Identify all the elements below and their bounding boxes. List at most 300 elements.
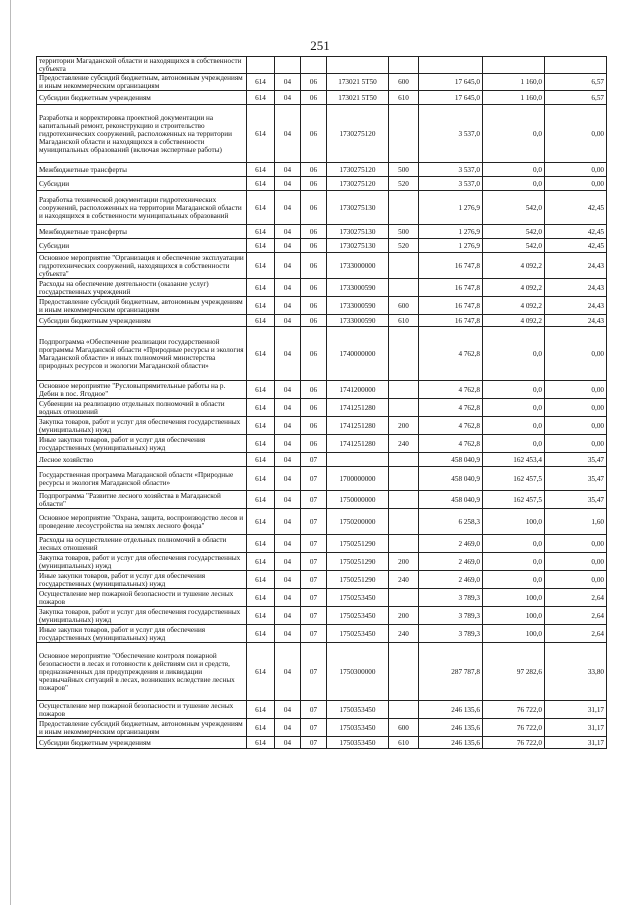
cell-pct: 42,45 [545,191,607,225]
cell-r: 04 [275,177,301,191]
cell-r: 04 [275,643,301,701]
cell-g: 614 [247,643,275,701]
cell-g: 614 [247,467,275,491]
table-row [37,163,607,177]
cell-g: 614 [247,91,275,105]
cell-cs: 1750300000 [327,643,389,701]
cell-pct: 0,00 [545,177,607,191]
cell-exec: 0,0 [483,553,545,571]
cell-vr [389,57,419,74]
cell-exec: 97 282,6 [483,643,545,701]
cell-exec: 100,0 [483,607,545,625]
cell-exec: 4 092,2 [483,279,545,297]
cell-sum: 3 789,3 [419,625,483,643]
cell-name: Предоставление субсидий бюджетным, автономным учреждениям и иным некоммерческим организациям [37,719,247,737]
cell-vr: 610 [389,91,419,105]
cell-pct: 42,45 [545,225,607,239]
cell-vr [389,643,419,701]
cell-exec: 4 092,2 [483,253,545,279]
cell-sum: 16 747,8 [419,253,483,279]
cell-r: 04 [275,453,301,467]
table-row [37,509,607,535]
cell-sum: 4 762,8 [419,417,483,435]
cell-name: Субвенции на реализацию отдельных полномочий в области водных отношений [37,399,247,417]
table-row [37,279,607,297]
cell-p: 06 [301,417,327,435]
cell-pct: 35,47 [545,491,607,509]
cell-sum: 4 762,8 [419,381,483,399]
cell-exec: 100,0 [483,625,545,643]
cell-r: 04 [275,74,301,91]
cell-r: 04 [275,239,301,253]
table-row [37,417,607,435]
cell-g: 614 [247,417,275,435]
cell-p: 06 [301,327,327,381]
cell-p: 07 [301,509,327,535]
cell-sum: 17 645,0 [419,91,483,105]
cell-g: 614 [247,435,275,453]
cell-exec: 0,0 [483,177,545,191]
cell-g: 614 [247,701,275,719]
cell-r: 04 [275,701,301,719]
cell-cs: 1741251280 [327,399,389,417]
cell-pct: 0,00 [545,553,607,571]
table-row [37,453,607,467]
cell-vr: 610 [389,737,419,749]
cell-pct: 0,00 [545,535,607,553]
cell-cs: 1750251290 [327,571,389,589]
cell-pct: 24,43 [545,315,607,327]
cell-p: 07 [301,553,327,571]
cell-exec: 1 160,0 [483,91,545,105]
cell-g: 614 [247,163,275,177]
cell-sum: 3 537,0 [419,177,483,191]
cell-r: 04 [275,435,301,453]
cell-pct: 33,80 [545,643,607,701]
table-row [37,607,607,625]
cell-r: 04 [275,399,301,417]
cell-cs: 1750253450 [327,589,389,607]
cell-pct: 42,45 [545,239,607,253]
table-row [37,253,607,279]
table-row [37,225,607,239]
cell-r: 04 [275,719,301,737]
cell-cs: 1730275130 [327,239,389,253]
cell-name: Основное мероприятие "Обеспечение контроля пожарной безопасности в лесах и готовности к действиям сил и средств, предназначенных для предупреждения и ликвидации чрезвычайных ситуаций в лесах, возникших вследствие лесных пожаров" [37,643,247,701]
cell-p: 07 [301,535,327,553]
table-row [37,467,607,491]
cell-vr: 200 [389,553,419,571]
table-row [37,57,607,74]
cell-r: 04 [275,91,301,105]
cell-vr: 520 [389,177,419,191]
cell-r: 04 [275,279,301,297]
cell-cs: 1733000000 [327,253,389,279]
cell-p: 07 [301,589,327,607]
cell-g: 614 [247,453,275,467]
cell-name: Субсидии [37,239,247,253]
cell-p: 06 [301,435,327,453]
cell-sum: 246 135,6 [419,701,483,719]
cell-exec: 1 160,0 [483,74,545,91]
cell-pct: 0,00 [545,417,607,435]
cell-sum: 4 762,8 [419,327,483,381]
cell-exec: 100,0 [483,589,545,607]
cell-name: Основное мероприятие "Организация и обеспечение эксплуатации гидротехнических сооружений, находящихся в собственности субъекта" [37,253,247,279]
cell-vr [389,467,419,491]
table-row [37,105,607,163]
cell-name: Разработка технической документации гидротехнических сооружений, расположенных на территории Магаданской области и находящихся в собственности муниципальных образований [37,191,247,225]
cell-p [301,57,327,74]
cell-pct: 1,60 [545,509,607,535]
cell-name: Предоставление субсидий бюджетным, автономным учреждениям и иным некоммерческим организациям [37,297,247,315]
cell-g: 614 [247,191,275,225]
table-row [37,315,607,327]
cell-g: 614 [247,509,275,535]
cell-p: 06 [301,74,327,91]
cell-p: 06 [301,177,327,191]
cell-r [275,57,301,74]
cell-g: 614 [247,571,275,589]
table-row [37,91,607,105]
cell-r: 04 [275,553,301,571]
cell-r: 04 [275,737,301,749]
cell-sum: 6 258,3 [419,509,483,535]
cell-vr [389,381,419,399]
cell-name: Иные закупки товаров, работ и услуг для обеспечения государственных (муниципальных) нужд [37,571,247,589]
cell-pct: 2,64 [545,607,607,625]
cell-g: 614 [247,225,275,239]
cell-vr: 500 [389,225,419,239]
cell-vr: 600 [389,297,419,315]
cell-name: Межбюджетные трансферты [37,225,247,239]
cell-g: 614 [247,297,275,315]
cell-exec: 4 092,2 [483,297,545,315]
cell-p: 06 [301,163,327,177]
cell-pct: 0,00 [545,163,607,177]
cell-vr [389,453,419,467]
cell-vr [389,399,419,417]
cell-name: Закупка товаров, работ и услуг для обеспечения государственных (муниципальных) нужд [37,553,247,571]
cell-sum: 246 135,6 [419,737,483,749]
cell-r: 04 [275,491,301,509]
cell-vr [389,191,419,225]
cell-p: 07 [301,467,327,491]
cell-r: 04 [275,191,301,225]
cell-name: Предоставление субсидий бюджетным, автономным учреждениям и иным некоммерческим организациям [37,74,247,91]
cell-name: Основное мероприятие "Русловыпрямительные работы на р. Дебин в пос. Ягодное" [37,381,247,399]
cell-pct: 31,17 [545,701,607,719]
cell-p: 06 [301,105,327,163]
cell-name: Субсидии бюджетным учреждениям [37,737,247,749]
cell-exec: 0,0 [483,435,545,453]
cell-pct: 0,00 [545,399,607,417]
cell-pct: 24,43 [545,279,607,297]
cell-vr: 610 [389,315,419,327]
cell-exec: 162 453,4 [483,453,545,467]
cell-cs: 1730275130 [327,191,389,225]
cell-p: 06 [301,399,327,417]
cell-r: 04 [275,105,301,163]
cell-p: 07 [301,491,327,509]
cell-r: 04 [275,297,301,315]
cell-p: 06 [301,191,327,225]
cell-g: 614 [247,177,275,191]
cell-exec: 76 722,0 [483,701,545,719]
cell-exec: 0,0 [483,381,545,399]
cell-pct: 2,64 [545,589,607,607]
cell-sum: 16 747,8 [419,279,483,297]
cell-p: 07 [301,453,327,467]
cell-cs: 1750353450 [327,701,389,719]
cell-cs: 1750000000 [327,491,389,509]
cell-name: Иные закупки товаров, работ и услуг для обеспечения государственных (муниципальных) нужд [37,625,247,643]
cell-r: 04 [275,315,301,327]
cell-vr [389,105,419,163]
cell-pct: 0,00 [545,105,607,163]
cell-g: 614 [247,491,275,509]
cell-g: 614 [247,719,275,737]
cell-vr: 240 [389,435,419,453]
cell-name: Подпрограмма "Развитие лесного хозяйства в Магаданской области" [37,491,247,509]
cell-cs: 1733000590 [327,297,389,315]
cell-vr [389,327,419,381]
cell-name: Лесное хозяйство [37,453,247,467]
cell-name: Закупка товаров, работ и услуг для обеспечения государственных (муниципальных) нужд [37,607,247,625]
cell-name: Расходы на осуществление отдельных полномочий в области лесных отношений [37,535,247,553]
cell-sum: 458 040,9 [419,491,483,509]
cell-sum [419,57,483,74]
cell-vr [389,535,419,553]
cell-sum: 3 537,0 [419,105,483,163]
cell-g: 614 [247,315,275,327]
table-row [37,297,607,315]
cell-cs: 1733000590 [327,279,389,297]
cell-p: 07 [301,719,327,737]
cell-sum: 246 135,6 [419,719,483,737]
cell-exec: 0,0 [483,327,545,381]
cell-sum: 4 762,8 [419,399,483,417]
table-row [37,491,607,509]
cell-sum: 2 469,0 [419,571,483,589]
cell-p: 06 [301,239,327,253]
cell-p: 07 [301,643,327,701]
cell-name: Расходы на обеспечение деятельности (оказание услуг) государственных учреждений [37,279,247,297]
table-row [37,571,607,589]
cell-sum: 1 276,9 [419,225,483,239]
cell-exec: 0,0 [483,163,545,177]
cell-exec: 0,0 [483,571,545,589]
cell-vr [389,509,419,535]
cell-sum: 3 537,0 [419,163,483,177]
cell-r: 04 [275,467,301,491]
cell-name: Межбюджетные трансферты [37,163,247,177]
cell-cs: 1700000000 [327,467,389,491]
cell-name: Иные закупки товаров, работ и услуг для обеспечения государственных (муниципальных) нужд [37,435,247,453]
cell-g [247,57,275,74]
cell-p: 06 [301,315,327,327]
cell-vr: 240 [389,625,419,643]
cell-r: 04 [275,607,301,625]
cell-g: 614 [247,381,275,399]
table-row [37,74,607,91]
cell-pct: 0,00 [545,327,607,381]
cell-cs: 1733000590 [327,315,389,327]
cell-cs: 1740000000 [327,327,389,381]
cell-r: 04 [275,535,301,553]
cell-p: 06 [301,91,327,105]
cell-pct: 0,00 [545,435,607,453]
cell-r: 04 [275,253,301,279]
budget-table [36,56,607,749]
cell-r: 04 [275,417,301,435]
cell-sum: 4 762,8 [419,435,483,453]
cell-g: 614 [247,607,275,625]
cell-cs: 1741251280 [327,417,389,435]
cell-exec: 542,0 [483,225,545,239]
cell-r: 04 [275,381,301,399]
cell-exec: 162 457,5 [483,491,545,509]
cell-p: 06 [301,253,327,279]
cell-r: 04 [275,327,301,381]
cell-pct: 24,43 [545,297,607,315]
cell-sum: 3 789,3 [419,607,483,625]
cell-p: 07 [301,701,327,719]
cell-exec: 0,0 [483,417,545,435]
cell-g: 614 [247,279,275,297]
cell-exec: 0,0 [483,399,545,417]
cell-p: 07 [301,607,327,625]
table-row [37,239,607,253]
cell-vr: 200 [389,417,419,435]
scan-edge-line [10,0,11,905]
cell-vr: 500 [389,163,419,177]
cell-cs: 1730275120 [327,177,389,191]
cell-p: 07 [301,625,327,643]
cell-g: 614 [247,253,275,279]
cell-g: 614 [247,239,275,253]
table-row [37,553,607,571]
cell-r: 04 [275,589,301,607]
cell-sum: 3 789,3 [419,589,483,607]
cell-exec: 162 457,5 [483,467,545,491]
cell-g: 614 [247,553,275,571]
table-row [37,191,607,225]
cell-pct: 0,00 [545,571,607,589]
cell-cs: 1750353450 [327,719,389,737]
cell-vr [389,491,419,509]
cell-g: 614 [247,327,275,381]
cell-exec: 76 722,0 [483,737,545,749]
cell-exec: 100,0 [483,509,545,535]
cell-vr: 600 [389,719,419,737]
cell-vr [389,279,419,297]
table-row [37,643,607,701]
cell-pct: 0,00 [545,381,607,399]
cell-pct: 31,17 [545,737,607,749]
cell-name: Осуществление мер пожарной безопасности и тушение лесных пожаров [37,589,247,607]
cell-pct: 31,17 [545,719,607,737]
cell-exec: 542,0 [483,191,545,225]
cell-pct: 6,57 [545,91,607,105]
table-row [37,535,607,553]
cell-name: территории Магаданской области и находящихся в собственности субъекта [37,57,247,74]
cell-vr: 600 [389,74,419,91]
cell-vr: 200 [389,607,419,625]
cell-sum: 16 747,8 [419,297,483,315]
cell-cs [327,453,389,467]
cell-vr [389,589,419,607]
cell-pct: 35,47 [545,467,607,491]
cell-vr: 520 [389,239,419,253]
table-row [37,589,607,607]
cell-cs [327,57,389,74]
cell-name: Подпрограмма «Обеспечение реализации государственной программы Магаданской области «Природные ресурсы и экология Магаданской области» и иных полномочий министерства природных ресурсов и экологии Магаданской области» [37,327,247,381]
cell-cs: 173021 5Т50 [327,91,389,105]
cell-r: 04 [275,225,301,239]
page-number: 251 [310,38,330,53]
table-row [37,625,607,643]
table-row [37,737,607,749]
cell-sum: 2 469,0 [419,535,483,553]
cell-exec: 4 092,2 [483,315,545,327]
cell-p: 06 [301,225,327,239]
cell-g: 614 [247,625,275,643]
table-row [37,719,607,737]
cell-g: 614 [247,535,275,553]
table-row [37,381,607,399]
cell-p: 07 [301,571,327,589]
cell-g: 614 [247,74,275,91]
cell-vr [389,701,419,719]
table-row [37,435,607,453]
cell-name: Субсидии [37,177,247,191]
cell-name: Государственная программа Магаданской области «Природные ресурсы и экология Магаданской области» [37,467,247,491]
cell-sum: 17 645,0 [419,74,483,91]
cell-cs: 1750353450 [327,737,389,749]
cell-r: 04 [275,571,301,589]
cell-sum: 458 040,9 [419,467,483,491]
cell-cs: 1730275120 [327,105,389,163]
cell-cs: 1750200000 [327,509,389,535]
cell-pct: 6,57 [545,74,607,91]
cell-exec: 0,0 [483,535,545,553]
cell-cs: 1730275130 [327,225,389,239]
cell-p: 06 [301,381,327,399]
cell-cs: 1750251290 [327,535,389,553]
cell-exec: 0,0 [483,105,545,163]
table-row [37,177,607,191]
cell-name: Субсидии бюджетным учреждениям [37,91,247,105]
cell-g: 614 [247,589,275,607]
cell-pct: 24,43 [545,253,607,279]
cell-sum: 1 276,9 [419,191,483,225]
table-row [37,399,607,417]
cell-exec: 76 722,0 [483,719,545,737]
cell-r: 04 [275,163,301,177]
cell-vr: 240 [389,571,419,589]
cell-exec [483,57,545,74]
cell-r: 04 [275,509,301,535]
cell-sum: 2 469,0 [419,553,483,571]
cell-vr [389,253,419,279]
cell-name: Закупка товаров, работ и услуг для обеспечения государственных (муниципальных) нужд [37,417,247,435]
cell-cs: 1750253450 [327,607,389,625]
cell-name: Разработка и корректировка проектной документации на капитальный ремонт, реконструкцию и строительство гидротехнических сооружений, расположенных на территории Магаданской области и находящихся в собственности муниципальных образований (включая экспертные работы) [37,105,247,163]
cell-p: 06 [301,279,327,297]
cell-cs: 1741251280 [327,435,389,453]
table-row [37,701,607,719]
